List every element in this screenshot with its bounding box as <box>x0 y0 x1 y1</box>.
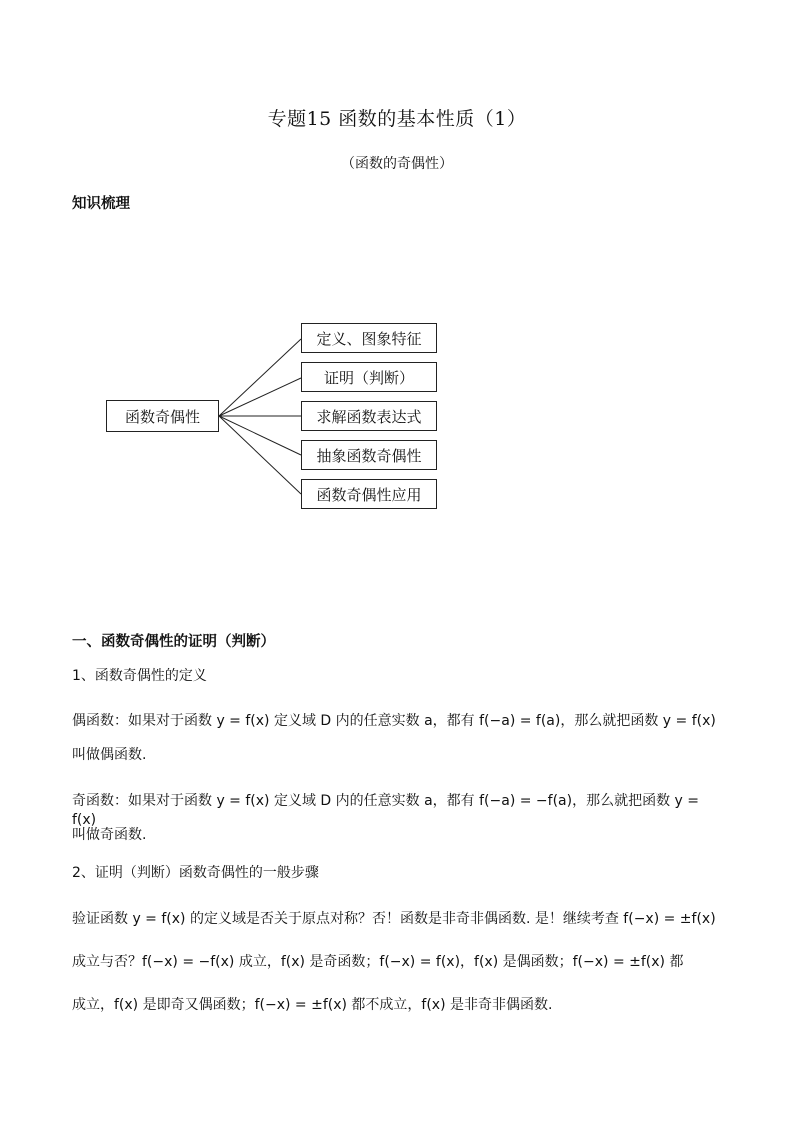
steps-line: 成立与否？f(−x) = −f(x) 成立，f(x) 是奇函数；f(−x) = f(x)，f(x) 是偶函数；f(−x) = ±f(x) 都 <box>72 954 684 970</box>
diagram-node-abstract: 抽象函数奇偶性 <box>301 440 437 470</box>
connector-line <box>219 339 301 416</box>
connector-line <box>219 416 301 455</box>
page-subtitle: （函数的奇偶性） <box>341 156 453 172</box>
steps-line: 验证函数 y = f(x) 的定义域是否关于原点对称？否！函数是非奇非偶函数. 是！继续考查 f(−x) = ±f(x) <box>72 911 716 927</box>
subsection-heading: 1、函数奇偶性的定义 <box>72 668 207 684</box>
diagram-node-expression: 求解函数表达式 <box>301 401 437 431</box>
connector-line <box>219 378 301 416</box>
knowledge-heading: 知识梳理 <box>72 196 130 212</box>
subsection-heading: 2、证明（判断）函数奇偶性的一般步骤 <box>72 865 319 881</box>
odd-definition-line: 奇函数：如果对于函数 y = f(x) 定义域 D 内的任意实数 a，都有 f(−a) = −f(a)，那么就把函数 y = f(x) <box>72 793 699 828</box>
steps-line: 成立，f(x) 是即奇又偶函数；f(−x) = ±f(x) 都不成立，f(x) 是非奇非偶函数. <box>72 997 553 1013</box>
diagram-node-proof: 证明（判断） <box>301 362 437 392</box>
page-title: 专题15 函数的基本性质（1） <box>267 108 527 130</box>
odd-definition-line: 叫做奇函数. <box>72 827 147 843</box>
even-definition-line: 叫做偶函数. <box>72 747 147 763</box>
section-heading: 一、函数奇偶性的证明（判断） <box>72 634 275 650</box>
connector-line <box>219 416 301 494</box>
even-definition-line: 偶函数：如果对于函数 y = f(x) 定义域 D 内的任意实数 a，都有 f(−a) = f(a)，那么就把函数 y = f(x) <box>72 713 716 729</box>
diagram-root-node: 函数奇偶性 <box>106 400 219 432</box>
diagram-node-application: 函数奇偶性应用 <box>301 479 437 509</box>
diagram-node-definition: 定义、图象特征 <box>301 323 437 353</box>
